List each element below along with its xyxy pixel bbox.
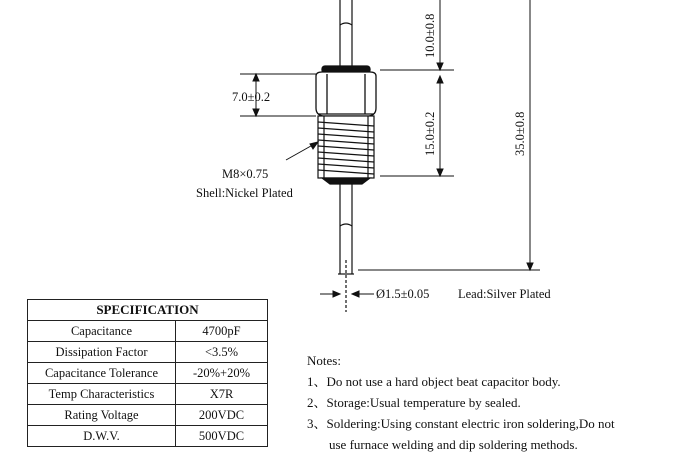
table-row xyxy=(28,321,268,342)
table-row xyxy=(28,384,268,405)
thread-label: M8×0.75 xyxy=(222,167,269,181)
spec-value: -20%+20% xyxy=(176,363,268,384)
specification-table xyxy=(27,299,268,447)
notes-section xyxy=(307,350,697,455)
spec-value: X7R xyxy=(176,384,268,405)
spec-key: Capacitance xyxy=(28,321,176,342)
hex-nut xyxy=(316,66,376,116)
top-length-dimension xyxy=(380,0,454,70)
table-row xyxy=(28,342,268,363)
thread-length-label: 15.0±0.2 xyxy=(423,111,437,156)
spec-header-row xyxy=(28,300,268,321)
spec-title: SPECIFICATION xyxy=(28,300,268,321)
note-item: use furnace welding and dip soldering methods. xyxy=(329,437,578,452)
table-row xyxy=(28,405,268,426)
threaded-shell xyxy=(318,116,374,184)
lead-label: Lead:Silver Plated xyxy=(458,287,551,301)
thread-leader xyxy=(286,142,318,160)
upper-lead xyxy=(340,0,352,66)
top-length-label: 10.0±0.8 xyxy=(423,13,437,58)
spec-value: 200VDC xyxy=(176,405,268,426)
spec-value: 4700pF xyxy=(176,321,268,342)
note-item: 1、Do not use a hard object beat capacitor body. xyxy=(307,374,561,389)
lead-diameter-label: Ø1.5±0.05 xyxy=(376,287,430,301)
table-row xyxy=(28,426,268,447)
spec-key: Capacitance Tolerance xyxy=(28,363,176,384)
nut-dimension-label: 7.0±0.2 xyxy=(232,90,271,104)
spec-key: Temp Characteristics xyxy=(28,384,176,405)
lower-lead xyxy=(338,184,354,312)
notes-title: Notes: xyxy=(307,353,341,368)
spec-value: 500VDC xyxy=(176,426,268,447)
lead-diameter-dimension xyxy=(320,291,374,297)
table-row xyxy=(28,363,268,384)
spec-value: <3.5% xyxy=(176,342,268,363)
shell-label: Shell:Nickel Plated xyxy=(196,186,293,200)
total-length-label: 35.0±0.8 xyxy=(513,111,527,156)
spec-key: D.W.V. xyxy=(28,426,176,447)
note-item: 3、Soldering:Using constant electric iron soldering,Do not xyxy=(307,416,615,431)
note-item: 2、Storage:Usual temperature by sealed. xyxy=(307,395,521,410)
thread-length-dimension xyxy=(380,76,454,176)
spec-key: Dissipation Factor xyxy=(28,342,176,363)
spec-key: Rating Voltage xyxy=(28,405,176,426)
